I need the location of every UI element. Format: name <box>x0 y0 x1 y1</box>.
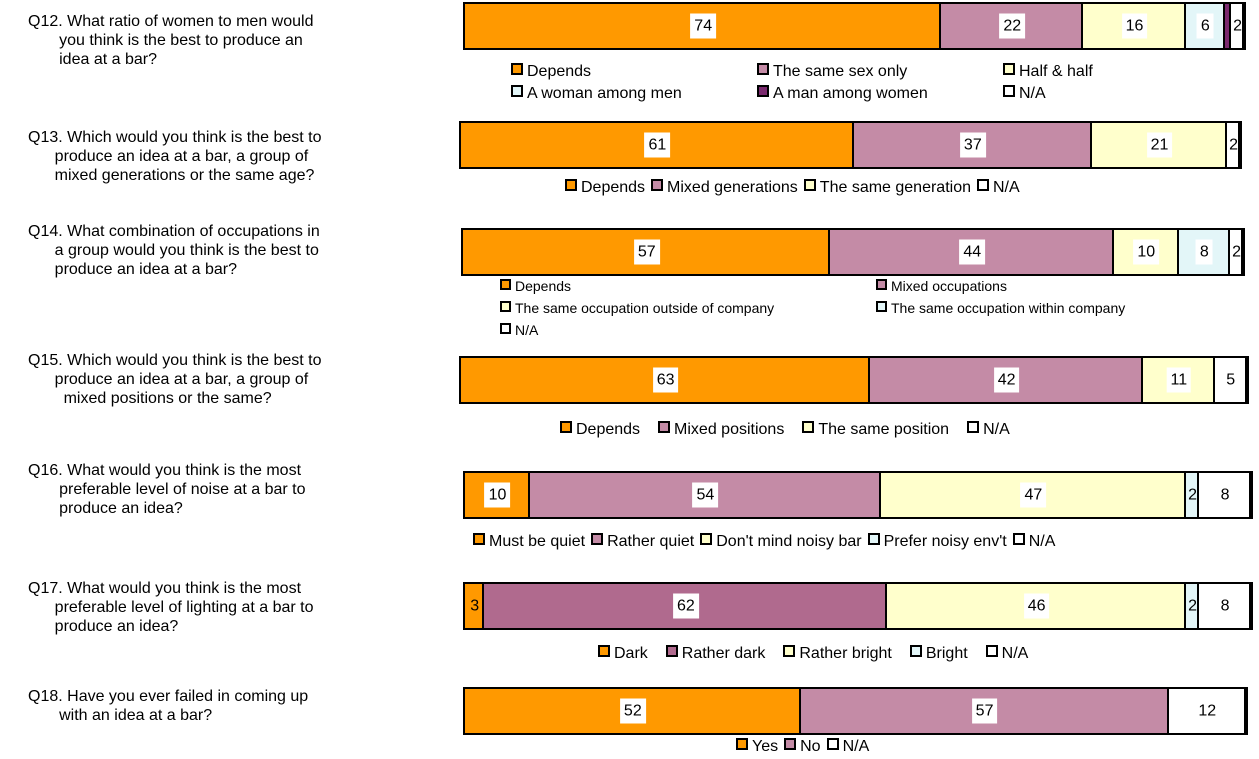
legend-item <box>666 644 766 663</box>
legend-label: N/A <box>1028 533 1056 550</box>
legend-swatch <box>500 301 511 312</box>
data-label: 8 <box>1196 240 1213 265</box>
legend-item <box>910 644 968 663</box>
data-label: 52 <box>620 699 646 724</box>
legend-item <box>500 278 571 295</box>
legend-label: Depends <box>527 63 592 80</box>
legend-item <box>651 178 798 197</box>
legend-swatch <box>1013 533 1025 545</box>
legend-item <box>827 737 870 756</box>
legend-swatch <box>560 421 572 433</box>
legend-label: N/A <box>1001 645 1029 662</box>
legend-item <box>967 420 1010 439</box>
data-label: 74 <box>690 14 716 39</box>
legend-swatch <box>783 645 795 657</box>
stacked-bar <box>459 356 1249 404</box>
legend-label: Prefer noisy env't <box>883 533 1007 550</box>
legend-label: Rather dark <box>681 645 766 662</box>
legend-item <box>804 178 971 197</box>
legend-swatch <box>500 323 511 334</box>
legend-label: N/A <box>993 179 1020 196</box>
legend-label: Depends <box>581 179 646 196</box>
legend-swatch <box>757 63 769 75</box>
data-label: 10 <box>485 483 511 508</box>
legend-swatch <box>827 738 839 750</box>
question-text: Q18. Have you ever failed in coming up with an idea at a bar? <box>28 688 309 724</box>
stacked-bar <box>463 2 1246 50</box>
legend-swatch <box>511 63 523 75</box>
legend-item <box>876 300 1125 317</box>
legend-label: The same occupation within company <box>891 300 1126 316</box>
legend-label: Mixed positions <box>674 421 785 438</box>
legend-label: Depends <box>515 278 572 294</box>
data-label: 21 <box>1147 133 1173 158</box>
legend-swatch <box>1003 63 1015 75</box>
data-label: 2 <box>1188 597 1197 615</box>
legend-item <box>876 278 1007 295</box>
legend-item <box>700 532 861 551</box>
stacked-bar <box>463 687 1248 735</box>
legend-swatch <box>511 85 523 97</box>
legend-swatch <box>876 279 887 290</box>
legend-label: Mixed occupations <box>891 278 1007 294</box>
legend-item <box>1003 84 1046 103</box>
legend-label: The same generation <box>819 179 971 196</box>
legend-item <box>868 532 1007 551</box>
legend-swatch <box>868 533 880 545</box>
legend-item <box>658 420 784 439</box>
legend-label: N/A <box>842 738 870 755</box>
data-label: 10 <box>1133 240 1159 265</box>
data-label: 44 <box>959 240 985 265</box>
legend-item <box>977 178 1020 197</box>
legend-label: Bright <box>925 645 968 662</box>
legend-swatch <box>977 179 989 191</box>
question-text: Q12. What ratio of women to men would you think is the best to produce an idea at a bar? <box>28 13 314 68</box>
legend-label: Don't mind noisy bar <box>716 533 862 550</box>
data-label: 8 <box>1217 594 1234 619</box>
data-label: 2 <box>1188 486 1197 504</box>
legend-swatch <box>967 421 979 433</box>
data-label: 57 <box>634 240 660 265</box>
legend-item <box>757 84 928 103</box>
legend-label: N/A <box>983 421 1010 438</box>
data-label: 2 <box>1233 17 1242 35</box>
data-label: 61 <box>644 133 670 158</box>
data-label: 12 <box>1194 699 1220 724</box>
data-label: 8 <box>1217 483 1234 508</box>
legend-item <box>560 420 640 439</box>
question-text: Q17. What would you think is the most preferable level of lighting at a bar to produce an idea? <box>28 580 314 635</box>
data-label: 57 <box>972 699 998 724</box>
legend-swatch <box>658 421 670 433</box>
legend-label: Yes <box>752 738 779 755</box>
legend-swatch <box>500 279 511 290</box>
data-label: 11 <box>1166 368 1191 393</box>
data-label: 54 <box>692 483 718 508</box>
legend-label: Depends <box>576 421 641 438</box>
stacked-bar <box>463 582 1253 630</box>
question-text: Q15. Which would you think is the best to produce an idea at a bar, a group of mixed positions or the same? <box>28 352 322 407</box>
data-label: 47 <box>1020 483 1046 508</box>
legend-swatch <box>565 179 577 191</box>
legend-swatch <box>736 738 748 750</box>
legend-label: The same occupation outside of company <box>515 300 775 316</box>
legend-item <box>1013 532 1056 551</box>
legend-label: N/A <box>515 322 539 338</box>
legend-label: No <box>800 738 821 755</box>
data-label: 62 <box>673 594 699 619</box>
legend-swatch <box>598 645 610 657</box>
legend-swatch <box>757 85 769 97</box>
data-label: 3 <box>470 597 480 615</box>
data-label: 6 <box>1197 14 1214 39</box>
legend-item <box>802 420 949 439</box>
stacked-bar <box>463 471 1253 519</box>
data-label: 2 <box>1232 243 1241 261</box>
legend-swatch <box>876 301 887 312</box>
question-text: Q14. What combination of occupations in a group would you think is the best to produce an idea at a bar? <box>28 223 320 278</box>
legend-label: A woman among men <box>527 85 682 102</box>
legend-item <box>783 644 892 663</box>
data-label: 37 <box>960 133 986 158</box>
legend-label: The same sex only <box>773 63 908 80</box>
legend-swatch <box>804 179 816 191</box>
legend-label: N/A <box>1019 85 1046 102</box>
legend-label: Must be quiet <box>489 533 586 550</box>
legend-label: Mixed generations <box>667 179 798 196</box>
legend-swatch <box>1003 85 1015 97</box>
legend-item <box>598 644 648 663</box>
data-label: 2 <box>1229 136 1238 154</box>
legend-item <box>986 644 1029 663</box>
legend-item <box>565 178 645 197</box>
legend-item <box>591 532 694 551</box>
legend-item <box>500 300 774 317</box>
legend-item <box>1003 62 1093 81</box>
legend-swatch <box>651 179 663 191</box>
legend-swatch <box>666 645 678 657</box>
question-text: Q13. Which would you think is the best to produce an idea at a bar, a group of mixed generations or the same age? <box>28 129 322 184</box>
legend-swatch <box>784 738 796 750</box>
legend-swatch <box>802 421 814 433</box>
legend-swatch <box>473 533 485 545</box>
legend-label: The same position <box>818 421 950 438</box>
legend-item <box>757 62 907 81</box>
question-text: Q16. What would you think is the most preferable level of noise at a bar to produce an idea? <box>28 462 306 517</box>
data-label: 5 <box>1222 368 1239 393</box>
legend-label: Rather quiet <box>607 533 695 550</box>
legend-label: A man among women <box>773 85 928 102</box>
stacked-bar <box>459 121 1242 169</box>
legend-swatch <box>700 533 712 545</box>
data-label: 22 <box>999 14 1025 39</box>
legend-label: Dark <box>614 645 648 662</box>
data-label: 46 <box>1024 594 1050 619</box>
data-label: 63 <box>653 368 679 393</box>
data-label: 42 <box>994 368 1020 393</box>
data-label: 16 <box>1122 14 1148 39</box>
legend-item <box>784 737 820 756</box>
legend-item <box>736 737 778 756</box>
legend-item <box>511 62 591 81</box>
legend-item <box>511 84 682 103</box>
legend-item <box>473 532 585 551</box>
legend-label: Half & half <box>1019 63 1093 80</box>
stacked-bar <box>461 228 1245 276</box>
legend-item <box>500 322 538 339</box>
legend-swatch <box>910 645 922 657</box>
legend-label: Rather bright <box>799 645 892 662</box>
legend-swatch <box>591 533 603 545</box>
legend-swatch <box>986 645 998 657</box>
